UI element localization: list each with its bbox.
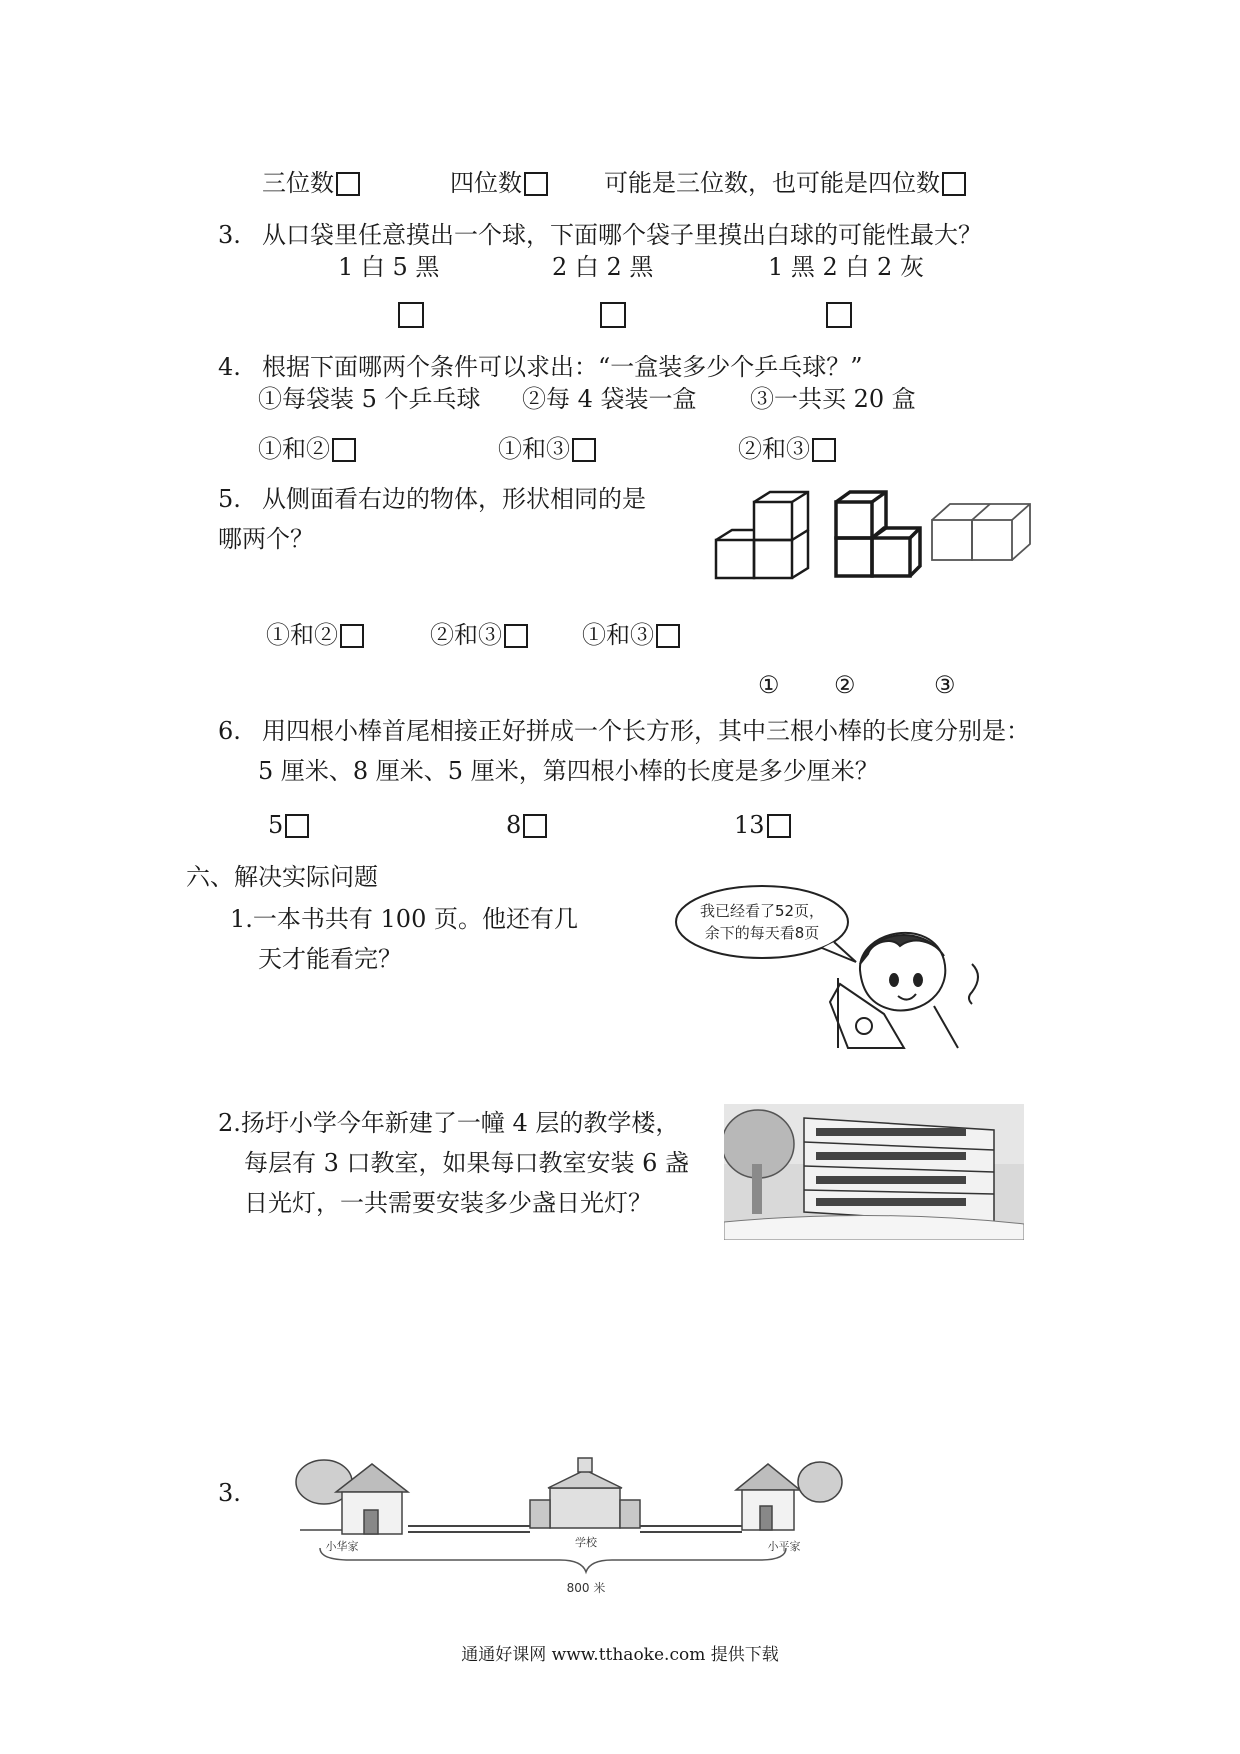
figure-1-cubes xyxy=(716,492,808,578)
right-home-label: 小平家 xyxy=(767,1540,801,1553)
checkbox[interactable] xyxy=(336,172,360,196)
option-four-digit: 四位数 xyxy=(450,168,548,198)
bubble-line1: 我已经看了52页， xyxy=(699,902,825,920)
speech-bubble xyxy=(676,886,848,958)
q4-option-2: ①和③ xyxy=(498,434,596,464)
section-heading: 六、解决实际问题 xyxy=(186,863,378,891)
q4-condition-1: ①每袋装 5 个乒乓球 xyxy=(258,385,481,413)
option-either: 可能是三位数，也可能是四位数 xyxy=(604,168,966,198)
checkbox[interactable] xyxy=(523,814,547,838)
p1-line1: 1.一本书共有 100 页。他还有几 xyxy=(230,905,578,933)
left-home-label: 小华家 xyxy=(325,1540,359,1553)
checkbox[interactable] xyxy=(504,624,528,648)
checkbox[interactable] xyxy=(767,814,791,838)
q4-condition-2: ②每 4 袋装一盒 xyxy=(522,385,697,413)
checkbox[interactable] xyxy=(572,438,596,462)
boy-reading-illustration xyxy=(672,880,1002,1050)
distance-label: 800 米 xyxy=(566,1581,606,1595)
bubble-line2: 余下的每天看8页 xyxy=(704,924,820,942)
figure-label-3: ③ xyxy=(934,671,956,699)
school-icon xyxy=(530,1458,640,1528)
q5-text-line2: 哪两个？ xyxy=(218,525,314,553)
q3-option-1: 1 白 5 黑 xyxy=(338,253,440,281)
q3-option-3: 1 黑 2 白 2 灰 xyxy=(768,253,924,281)
route-map-illustration xyxy=(290,1456,850,1606)
q5-number: 5. xyxy=(218,485,241,513)
q4-text: 根据下面哪两个条件可以求出：“一盒装多少个乒乓球？” xyxy=(262,353,863,381)
q4-option-1: ①和② xyxy=(258,434,356,464)
option-three-digit: 三位数 xyxy=(262,168,360,198)
left-house-icon xyxy=(296,1460,408,1534)
q4-option-3: ②和③ xyxy=(738,434,836,464)
q3-number: 3. xyxy=(218,221,241,249)
footer-credit: 通通好课网 www.tthaoke.com 提供下载 xyxy=(461,1645,779,1665)
q4-condition-3: ③一共买 20 盒 xyxy=(750,385,916,413)
q5-option-3: ①和③ xyxy=(582,620,680,650)
right-house-icon xyxy=(736,1462,842,1530)
figure-3-cubes xyxy=(932,504,1030,560)
p2-line2: 每层有 3 口教室，如果每口教室安装 6 盏 xyxy=(244,1149,690,1177)
checkbox[interactable] xyxy=(332,438,356,462)
school-label: 学校 xyxy=(575,1536,597,1549)
checkbox[interactable] xyxy=(942,172,966,196)
checkbox[interactable] xyxy=(656,624,680,648)
p3-number: 3. xyxy=(218,1479,241,1507)
q3-checkbox-2[interactable] xyxy=(600,302,626,328)
checkbox[interactable] xyxy=(812,438,836,462)
checkbox[interactable] xyxy=(524,172,548,196)
q6-number: 6. xyxy=(218,717,241,745)
q3-option-2: 2 白 2 黑 xyxy=(552,253,654,281)
school-building-illustration xyxy=(724,1104,1024,1240)
q4-number: 4. xyxy=(218,353,241,381)
p2-line3: 日光灯，一共需要安装多少盏日光灯？ xyxy=(244,1189,652,1217)
q3-checkbox-3[interactable] xyxy=(826,302,852,328)
figure-label-2: ② xyxy=(834,671,856,699)
figure-label-1: ① xyxy=(758,671,780,699)
q6-text-line2: 5 厘米、8 厘米、5 厘米，第四根小棒的长度是多少厘米？ xyxy=(258,757,879,785)
q6-option-3: 13 xyxy=(734,810,791,840)
q3-checkbox-1[interactable] xyxy=(398,302,424,328)
q5-text-line1: 从侧面看右边的物体，形状相同的是 xyxy=(262,485,646,513)
figure-2-cubes xyxy=(836,492,920,576)
p2-line1: 2.扬圩小学今年新建了一幢 4 层的教学楼， xyxy=(218,1109,680,1137)
checkbox[interactable] xyxy=(285,814,309,838)
q6-text-line1: 用四根小棒首尾相接正好拼成一个长方形，其中三根小棒的长度分别是： xyxy=(262,717,1030,745)
q5-option-2: ②和③ xyxy=(430,620,528,650)
checkbox[interactable] xyxy=(340,624,364,648)
p1-line2: 天才能看完？ xyxy=(258,945,402,973)
q5-option-1: ①和② xyxy=(266,620,364,650)
q6-option-2: 8 xyxy=(506,810,547,840)
cube-figures xyxy=(700,490,1050,600)
q3-text: 从口袋里任意摸出一个球，下面哪个袋子里摸出白球的可能性最大？ xyxy=(262,221,982,249)
q6-option-1: 5 xyxy=(268,810,309,840)
